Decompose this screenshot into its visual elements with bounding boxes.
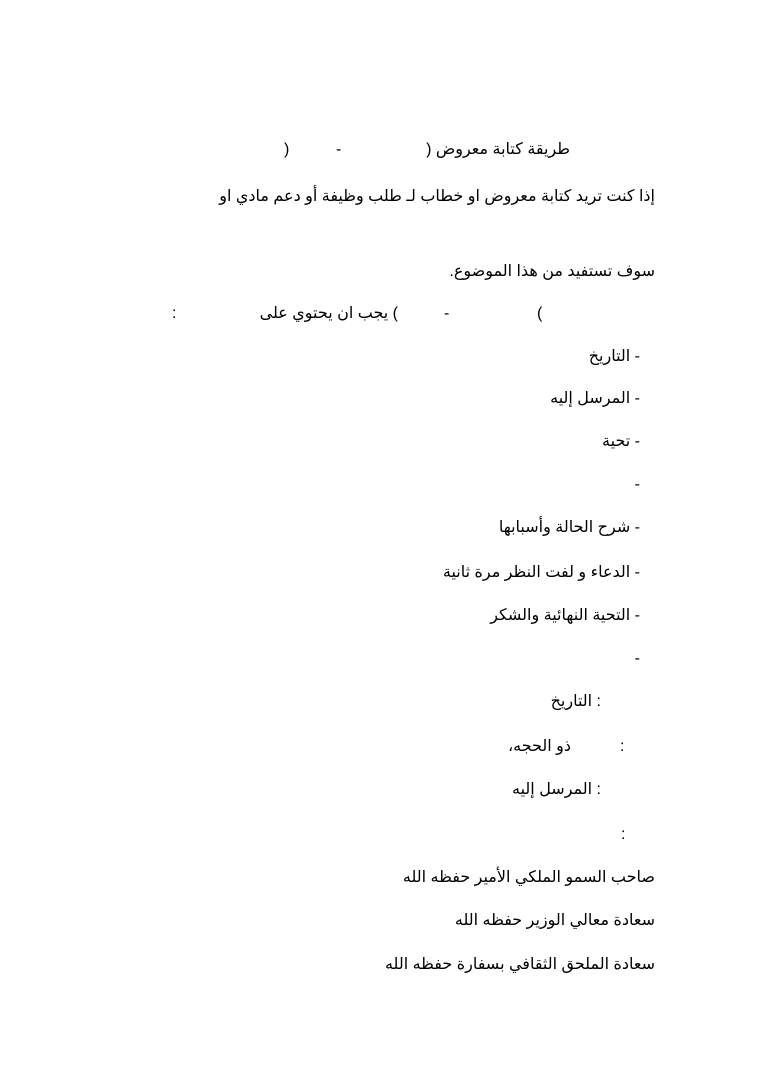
requirements-text: ) يجب ان يحتوي على xyxy=(259,305,398,322)
list-item: - xyxy=(634,650,640,667)
list-item: - شرح الحالة وأسبابها xyxy=(498,519,640,536)
intro-line-2: سوف تستفيد من هذا الموضوع. xyxy=(449,263,655,280)
hijri-month: ذو الحجه، xyxy=(507,738,571,755)
list-item: - الدعاء و لفت النظر مرة ثانية xyxy=(442,564,640,581)
hijri-colon: : xyxy=(620,738,625,755)
list-item: - التاريخ xyxy=(588,348,640,365)
requirements-open-paren: ( xyxy=(537,305,543,322)
requirements-colon: : xyxy=(172,305,177,322)
recipient-label: : المرسل إليه xyxy=(512,781,601,798)
recipient-line: سعادة معالي الوزير حفظه الله xyxy=(454,912,655,929)
title-dash: - xyxy=(336,141,342,158)
document-title: طريقة كتابة معروض ( xyxy=(426,141,570,158)
list-item: - xyxy=(634,476,640,493)
intro-line-1: إذا كنت تريد كتابة معروض او خطاب لـ طلب وظيفة أو دعم مادي او xyxy=(219,188,655,205)
list-item: - التحية النهائية والشكر xyxy=(490,607,640,624)
requirements-dash: - xyxy=(444,305,450,322)
lone-colon: : xyxy=(621,826,626,843)
date-label: : التاريخ xyxy=(550,693,601,710)
list-item: - المرسل إليه xyxy=(550,390,640,407)
recipient-line: صاحب السمو الملكي الأمير حفظه الله xyxy=(402,869,655,886)
list-item: - تحية xyxy=(602,433,640,450)
recipient-line: سعادة الملحق الثقافي بسفارة حفظه الله xyxy=(384,956,655,973)
title-close-paren: ) xyxy=(284,141,290,158)
